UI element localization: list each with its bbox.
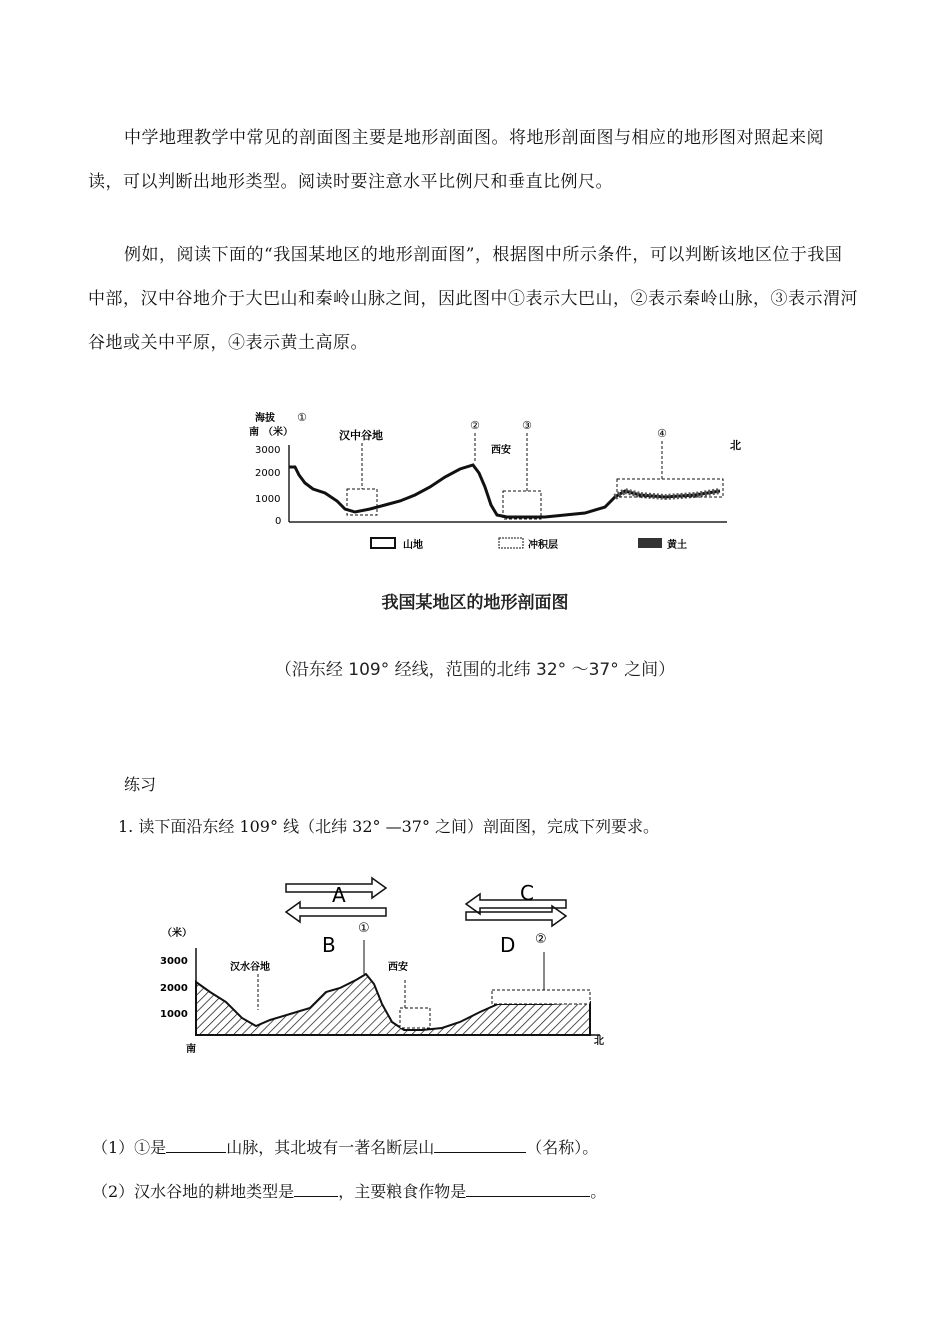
- s1-blank-2[interactable]: [434, 1138, 526, 1153]
- y-axis-title-1: 海拔: [255, 413, 275, 424]
- arrow-c: [466, 894, 566, 914]
- y-axis-title-2: （米）: [263, 427, 293, 438]
- figure-1-caption: 我国某地区的地形剖面图: [381, 593, 569, 613]
- hanshui-label: 汉水谷地: [230, 962, 270, 973]
- s1-part-b: 山脉，其北坡有一著名断层山: [226, 1138, 435, 1157]
- s1-part-a: （1）①是: [92, 1138, 167, 1157]
- tick-2000: 2000: [255, 468, 281, 479]
- arrow-d-label: D: [500, 933, 516, 957]
- legend-mountain: 山地: [403, 540, 423, 551]
- arrow-d: [466, 906, 566, 926]
- marker-1: ①: [358, 921, 370, 936]
- terrain-profile-figure-2: [160, 870, 630, 1060]
- tick-1000: 1000: [255, 494, 281, 505]
- tick-1000: 1000: [160, 1009, 188, 1020]
- figure-1-subcaption: （沿东经 109° 经线，范围的北纬 32° ～37° 之间）: [274, 660, 676, 680]
- tick-0: 0: [275, 516, 282, 527]
- arrow-a-label: A: [332, 883, 346, 907]
- south-label: 南: [249, 427, 259, 438]
- tick-3000: 3000: [160, 956, 188, 967]
- subquestion-2: [92, 1179, 606, 1202]
- marker-1: ①: [297, 411, 307, 424]
- xian-label: 西安: [491, 445, 511, 456]
- south-label: 南: [186, 1044, 196, 1055]
- unit-label: （米）: [162, 928, 192, 939]
- s2-part-b: ，主要粮食作物是: [338, 1182, 467, 1201]
- arrow-c-label: C: [520, 881, 534, 905]
- marker-3: ③: [522, 419, 532, 432]
- s2-part-c: 。: [590, 1182, 607, 1201]
- legend-loess: 黄土: [667, 540, 687, 551]
- exercise-title: 练习: [124, 775, 157, 794]
- terrain-profile-figure-1: [245, 405, 745, 565]
- s2-part-a: （2）汉水谷地的耕地类型是: [92, 1182, 295, 1201]
- tick-3000: 3000: [255, 445, 281, 456]
- s2-blank-1[interactable]: [294, 1182, 338, 1197]
- marker-2: ②: [535, 932, 547, 947]
- marker-2: ②: [470, 419, 480, 432]
- arrow-b-label: B: [322, 933, 336, 957]
- tick-2000: 2000: [160, 983, 188, 994]
- marker-4: ④: [657, 427, 667, 440]
- question-1: 1. 读下面沿东经 109° 线（北纬 32° —37° 之间）剖面图，完成下列要求。: [118, 817, 660, 836]
- xian-label: 西安: [388, 962, 408, 973]
- north-label: 北: [730, 439, 741, 452]
- s2-blank-2[interactable]: [466, 1182, 590, 1197]
- subquestion-1: [92, 1135, 598, 1158]
- s1-blank-1[interactable]: [166, 1138, 226, 1153]
- s1-part-c: （名称）。: [526, 1138, 599, 1157]
- intro-paragraph-2: 例如，阅读下面的“我国某地区的地形剖面图”，根据图中所示条件，可以判断该地区位于我国中部，汉中谷地介于大巴山和秦岭山脉之间，因此图中①表示大巴山，②表示秦岭山脉，③表示渭河谷地或关中平原，④表示黄土高原。: [88, 245, 858, 353]
- intro-paragraph-1: 中学地理教学中常见的剖面图主要是地形剖面图。将地形剖面图与相应的地形图对照起来阅读，可以判断出地形类型。阅读时要注意水平比例尺和垂直比例尺。: [88, 128, 824, 192]
- legend-alluvium: 冲积层: [528, 540, 558, 551]
- north-label: 北: [594, 1036, 604, 1047]
- hanzhong-label: 汉中谷地: [339, 429, 383, 442]
